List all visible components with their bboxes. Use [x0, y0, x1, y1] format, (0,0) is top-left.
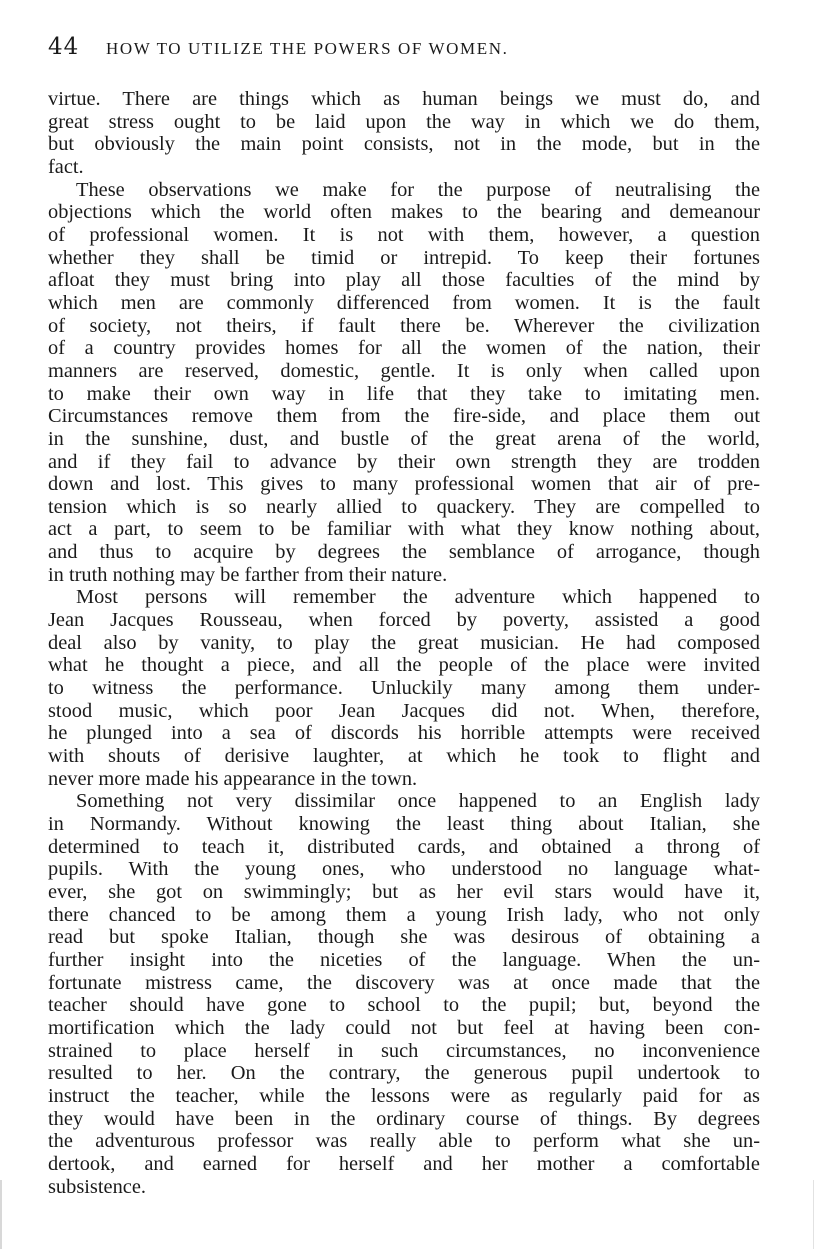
- text-line: further insight into the niceties of the language. When the un-: [48, 948, 760, 971]
- text-line: manners are reserved, domestic, gentle. It is only when called upon: [48, 359, 760, 382]
- paragraph: [48, 586, 760, 790]
- text-line: to make their own way in life that they take to imitating men.: [48, 382, 760, 405]
- text-line: in truth nothing may be farther from their nature.: [48, 563, 448, 586]
- text-line: what he thought a piece, and all the people of the place were invited: [48, 654, 760, 677]
- text-line: Circumstances remove them from the fire-side, and place them out: [48, 405, 760, 428]
- text-line: strained to place herself in such circumstances, no inconvenience: [48, 1039, 760, 1062]
- paragraph: [48, 179, 760, 587]
- text-line: the adventurous professor was really able to perform what she un-: [48, 1130, 760, 1153]
- text-line: pupils. With the young ones, who understood no language what-: [48, 858, 760, 881]
- text-line: Something not very dissimilar once happened to an English lady: [76, 790, 760, 813]
- text-line: teacher should have gone to school to the pupil; but, beyond the: [48, 994, 760, 1017]
- text-line: fact.: [48, 155, 84, 178]
- text-line: whether they shall be timid or intrepid. To keep their fortunes: [48, 246, 760, 269]
- text-line: Jean Jacques Rousseau, when forced by poverty, assisted a good: [48, 609, 760, 632]
- text-line: down and lost. This gives to many professional women that air of pre-: [48, 473, 760, 496]
- text-line: stood music, which poor Jean Jacques did not. When, therefore,: [48, 699, 760, 722]
- text-line: ever, she got on swimmingly; but as her evil stars would have it,: [48, 880, 760, 903]
- text-line: which men are commonly differenced from women. It is the fault: [48, 291, 760, 314]
- text-line: he plunged into a sea of discords his horrible attempts were received: [48, 722, 760, 745]
- text-line: with shouts of derisive laughter, at which he took to flight and: [48, 745, 760, 768]
- text-line: of a country provides homes for all the women of the nation, their: [48, 337, 760, 360]
- running-title: HOW TO UTILIZE THE POWERS OF WOMEN.: [106, 39, 509, 58]
- body-text: [48, 88, 760, 1198]
- text-line: in Normandy. Without knowing the least thing about Italian, she: [48, 813, 760, 835]
- text-line: and thus to acquire by degrees the semblance of arrogance, though: [48, 541, 760, 564]
- paragraph: [48, 88, 760, 179]
- paragraph: [48, 790, 760, 1198]
- text-line: afloat they must bring into play all those faculties of the mind by: [48, 269, 760, 292]
- text-line: to witness the performance. Unluckily many among them under-: [48, 677, 760, 700]
- text-line: instruct the teacher, while the lessons were as regularly paid for as: [48, 1084, 760, 1107]
- page-number: 44: [48, 34, 80, 60]
- text-line: of society, not theirs, if fault there be. Wherever the civilization: [48, 314, 760, 337]
- text-line: act a part, to seem to be familiar with what they know nothing about,: [48, 518, 760, 541]
- text-line: fortunate mistress came, the discovery was at once made that the: [48, 971, 760, 994]
- text-line: but obviously the main point consists, not in the mode, but in the: [48, 133, 760, 156]
- text-line: These observations we make for the purpose of neutralising the: [76, 178, 760, 201]
- text-line: Most persons will remember the adventure which happened to: [76, 586, 760, 609]
- text-line: and if they fail to advance by their own strength they are trodden: [48, 450, 760, 473]
- text-line: great stress ought to be laid upon the way in which we do them,: [48, 110, 760, 133]
- text-line: objections which the world often makes to the bearing and demeanour: [48, 201, 760, 224]
- text-line: of professional women. It is not with them, however, a question: [48, 223, 760, 246]
- text-line: subsistence.: [48, 1175, 146, 1198]
- scan-edge-left: [0, 1180, 2, 1249]
- text-line: there chanced to be among them a young Irish lady, who not only: [48, 903, 760, 926]
- running-head: [48, 34, 760, 74]
- text-line: virtue. There are things which as human beings we must do, and: [48, 88, 760, 110]
- text-line: determined to teach it, distributed cards, and obtained a throng of: [48, 835, 760, 858]
- text-line: read but spoke Italian, though she was desirous of obtaining a: [48, 926, 760, 949]
- text-line: dertook, and earned for herself and her mother a comfortable: [48, 1152, 760, 1175]
- text-line: tension which is so nearly allied to quackery. They are compelled to: [48, 495, 760, 518]
- text-line: they would have been in the ordinary course of things. By degrees: [48, 1107, 760, 1130]
- page-content: [48, 34, 760, 1198]
- text-line: deal also by vanity, to play the great musician. He had composed: [48, 631, 760, 654]
- text-line: never more made his appearance in the town.: [48, 767, 418, 790]
- text-line: mortification which the lady could not but feel at having been con-: [48, 1016, 760, 1039]
- text-line: in the sunshine, dust, and bustle of the great arena of the world,: [48, 427, 760, 450]
- text-line: resulted to her. On the contrary, the generous pupil undertook to: [48, 1062, 760, 1085]
